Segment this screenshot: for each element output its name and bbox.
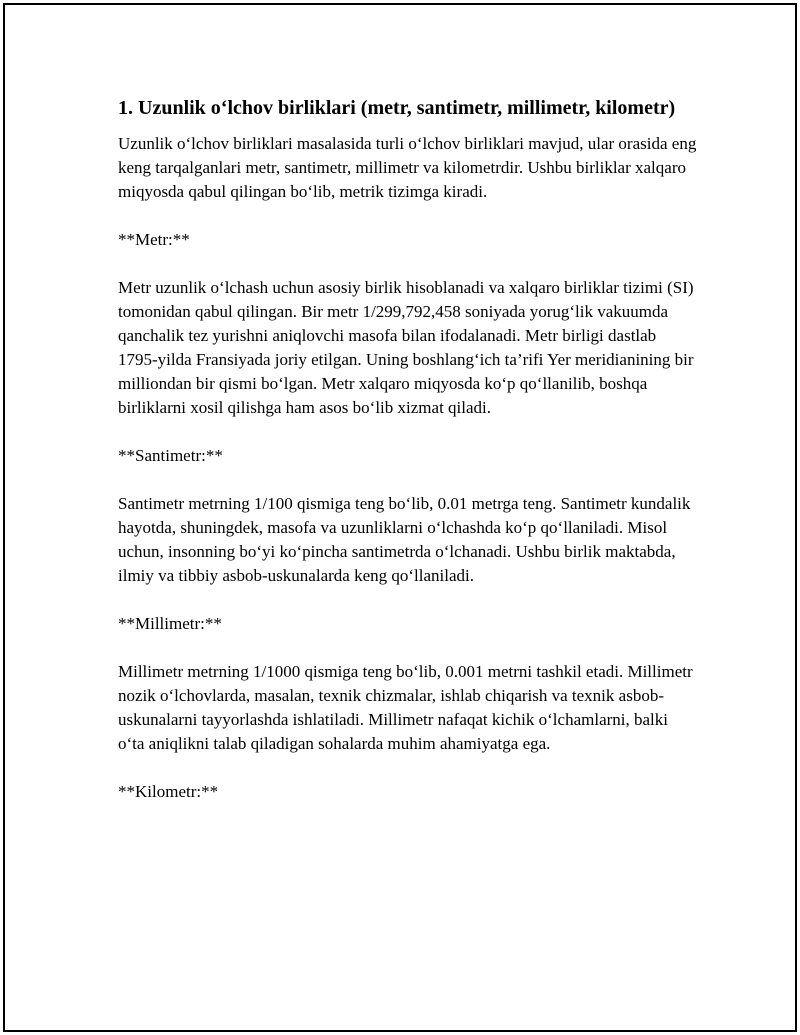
section-heading-millimetr: **Millimetr:** — [118, 614, 222, 633]
document-body — [118, 94, 698, 828]
section-text-santimetr: Santimetr metrning 1/100 qismiga teng bo‘lib, 0.01 metrga teng. Santimetr kundalik hayotda, shuningdek, masofa va uzunliklarni o‘lchashda ko‘p qo‘llaniladi. Misol uchun, insonning bo‘yi ko‘pincha santimetrda o‘lchanadi. Ushbu birlik maktabda, ilmiy va tibbiy asbob-uskunalarda keng qo‘llaniladi. — [118, 494, 691, 585]
section-heading-metr: **Metr:** — [118, 230, 190, 249]
intro-paragraph: Uzunlik o‘lchov birliklari masalasida turli o‘lchov birliklari mavjud, ular orasida eng keng tarqalganlari metr, santimetr, millimetr va kilometrdir. Ushbu birliklar xalqaro miqyosda qabul qilingan bo‘lib, metrik tizimga kiradi. — [118, 134, 697, 201]
section-heading-kilometr: **Kilometr:** — [118, 782, 219, 801]
section-heading-santimetr: **Santimetr:** — [118, 446, 223, 465]
document-title: 1. Uzunlik o‘lchov birliklari (metr, santimetr, millimetr, kilometr) — [118, 97, 676, 119]
section-text-metr: Metr uzunlik o‘lchash uchun asosiy birlik hisoblanadi va xalqaro birliklar tizimi (SI) tomonidan qabul qilingan. Bir metr 1/299,792,458 soniyada yorug‘lik vakuumda qanchalik tez yurishni aniqlovchi masofa bilan ifodalanadi. Metr birligi dastlab 1795-yilda Fransiyada joriy etilgan. Uning boshlang‘ich ta’rifi Yer meridianining bir milliondan bir qismi bo‘lgan. Metr xalqaro miqyosda ko‘p qo‘llanilib, boshqa birliklarni xosil qilishga ham asos bo‘lib xizmat qiladi. — [118, 278, 694, 417]
section-text-millimetr: Millimetr metrning 1/1000 qismiga teng bo‘lib, 0.001 metrni tashkil etadi. Millimetr nozik o‘lchovlarda, masalan, texnik chizmalar, ishlab chiqarish va texnik asbob-uskunalarni tayyorlashda ishlatiladi. Millimetr nafaqat kichik o‘lchamlarni, balki o‘ta aniqlikni talab qiladigan sohalarda muhim ahamiyatga ega. — [118, 662, 693, 753]
